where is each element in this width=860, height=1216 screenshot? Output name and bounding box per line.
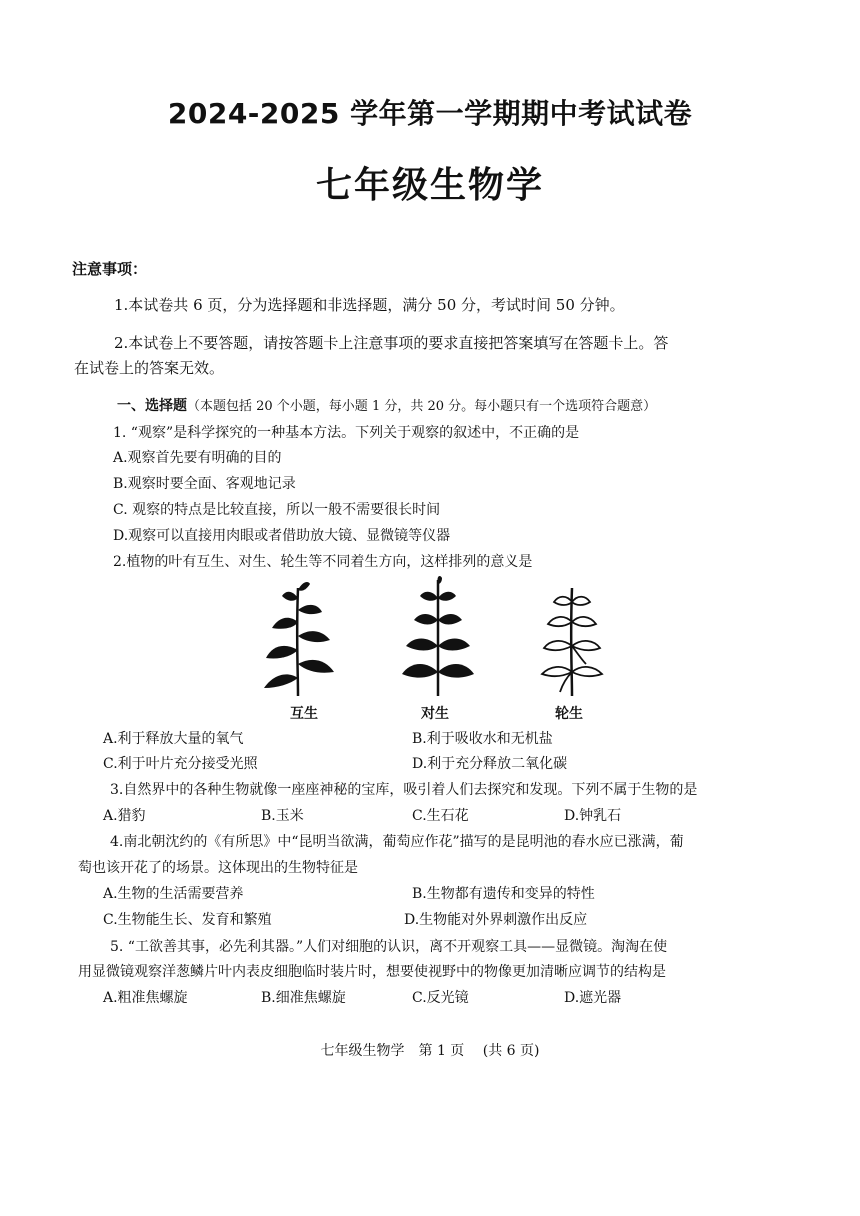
q5-option-a: A.粗准焦螺旋	[103, 990, 188, 1006]
q4-option-c: C.生物能生长、发育和繁殖	[103, 912, 272, 928]
alternate-leaf-plant-figure	[258, 578, 338, 698]
section-1-instruction: （本题包括 20 个小题，每小题 1 分，共 20 分。每小题只有一个选项符合题意）	[187, 399, 657, 414]
q1-stem: 1. “观察”是科学探究的一种基本方法。下列关于观察的叙述中，不正确的是	[113, 425, 580, 441]
figure-label-opposite: 对生	[421, 706, 449, 722]
q3-option-b: B.玉米	[261, 808, 304, 824]
q1-option-c: C. 观察的特点是比较直接，所以一般不需要很长时间	[113, 502, 441, 518]
q5-stem-line-2: 用显微镜观察洋葱鳞片叶内表皮细胞临时装片时，想要使视野中的物像更加清晰应调节的结构是	[78, 964, 666, 980]
q5-option-d: D.遮光器	[564, 990, 622, 1006]
exam-subject: 七年级生物学	[315, 165, 544, 206]
q1-option-a: A.观察首先要有明确的目的	[113, 450, 282, 466]
figure-label-alternate: 互生	[290, 706, 318, 722]
q1-option-b: B.观察时要全面、客观地记录	[113, 476, 296, 492]
notes-heading: 注意事项：	[72, 260, 148, 278]
exam-title: 2024-2025 学年第一学期期中考试试卷	[167, 97, 693, 130]
q4-option-b: B.生物都有遗传和变异的特性	[412, 886, 595, 902]
q5-option-c: C.反光镜	[412, 990, 469, 1006]
q4-stem-line-1: 4.南北朝沈约的《有所思》中“昆明当欲满，葡萄应作花”描写的是昆明池的春水应已涨满，葡	[110, 834, 684, 850]
q1-option-d: D.观察可以直接用肉眼或者借助放大镜、显微镜等仪器	[113, 528, 451, 544]
q2-option-a: A.利于释放大量的氧气	[103, 731, 244, 747]
q3-stem: 3.自然界中的各种生物就像一座座神秘的宝库，吸引着人们去探究和发现。下列不属于生物的是	[110, 782, 698, 798]
q2-option-c: C.利于叶片充分接受光照	[103, 756, 258, 772]
whorled-leaf-plant-figure	[536, 580, 606, 698]
q5-option-b: B.细准焦螺旋	[261, 990, 346, 1006]
q2-option-d: D.利于充分释放二氧化碳	[412, 756, 568, 772]
q4-stem-line-2: 萄也该开花了的场景。这体现出的生物特征是	[78, 860, 358, 876]
opposite-leaf-plant-figure	[398, 574, 478, 698]
q2-stem: 2.植物的叶有互生、对生、轮生等不同着生方向，这样排列的意义是	[113, 554, 533, 570]
section-1-header	[117, 396, 656, 417]
q3-option-a: A.猎豹	[103, 808, 146, 824]
q4-option-d: D.生物能对外界刺激作出反应	[404, 912, 588, 928]
q3-option-c: C.生石花	[412, 808, 469, 824]
q4-option-a: A.生物的生活需要营养	[103, 886, 244, 902]
q3-option-d: D.钟乳石	[564, 808, 622, 824]
notes-item-2-line-1: 2.本试卷上不要答题，请按答题卡上注意事项的要求直接把答案填写在答题卡上。答	[114, 334, 669, 352]
q5-stem-line-1: 5. “工欲善其事，必先利其器。”人们对细胞的认识，离不开观察工具——显微镜。淘淘在使	[110, 939, 668, 955]
section-1-heading: 一、选择题	[117, 398, 187, 414]
figure-label-whorled: 轮生	[555, 706, 583, 722]
page-footer: 七年级生物学 第 1 页 (共 6 页)	[320, 1043, 540, 1059]
notes-item-2-line-2: 在试卷上的答案无效。	[74, 359, 225, 377]
notes-item-1: 1.本试卷共 6 页，分为选择题和非选择题，满分 50 分，考试时间 50 分钟。	[114, 296, 625, 314]
q2-option-b: B.利于吸收水和无机盐	[412, 731, 553, 747]
